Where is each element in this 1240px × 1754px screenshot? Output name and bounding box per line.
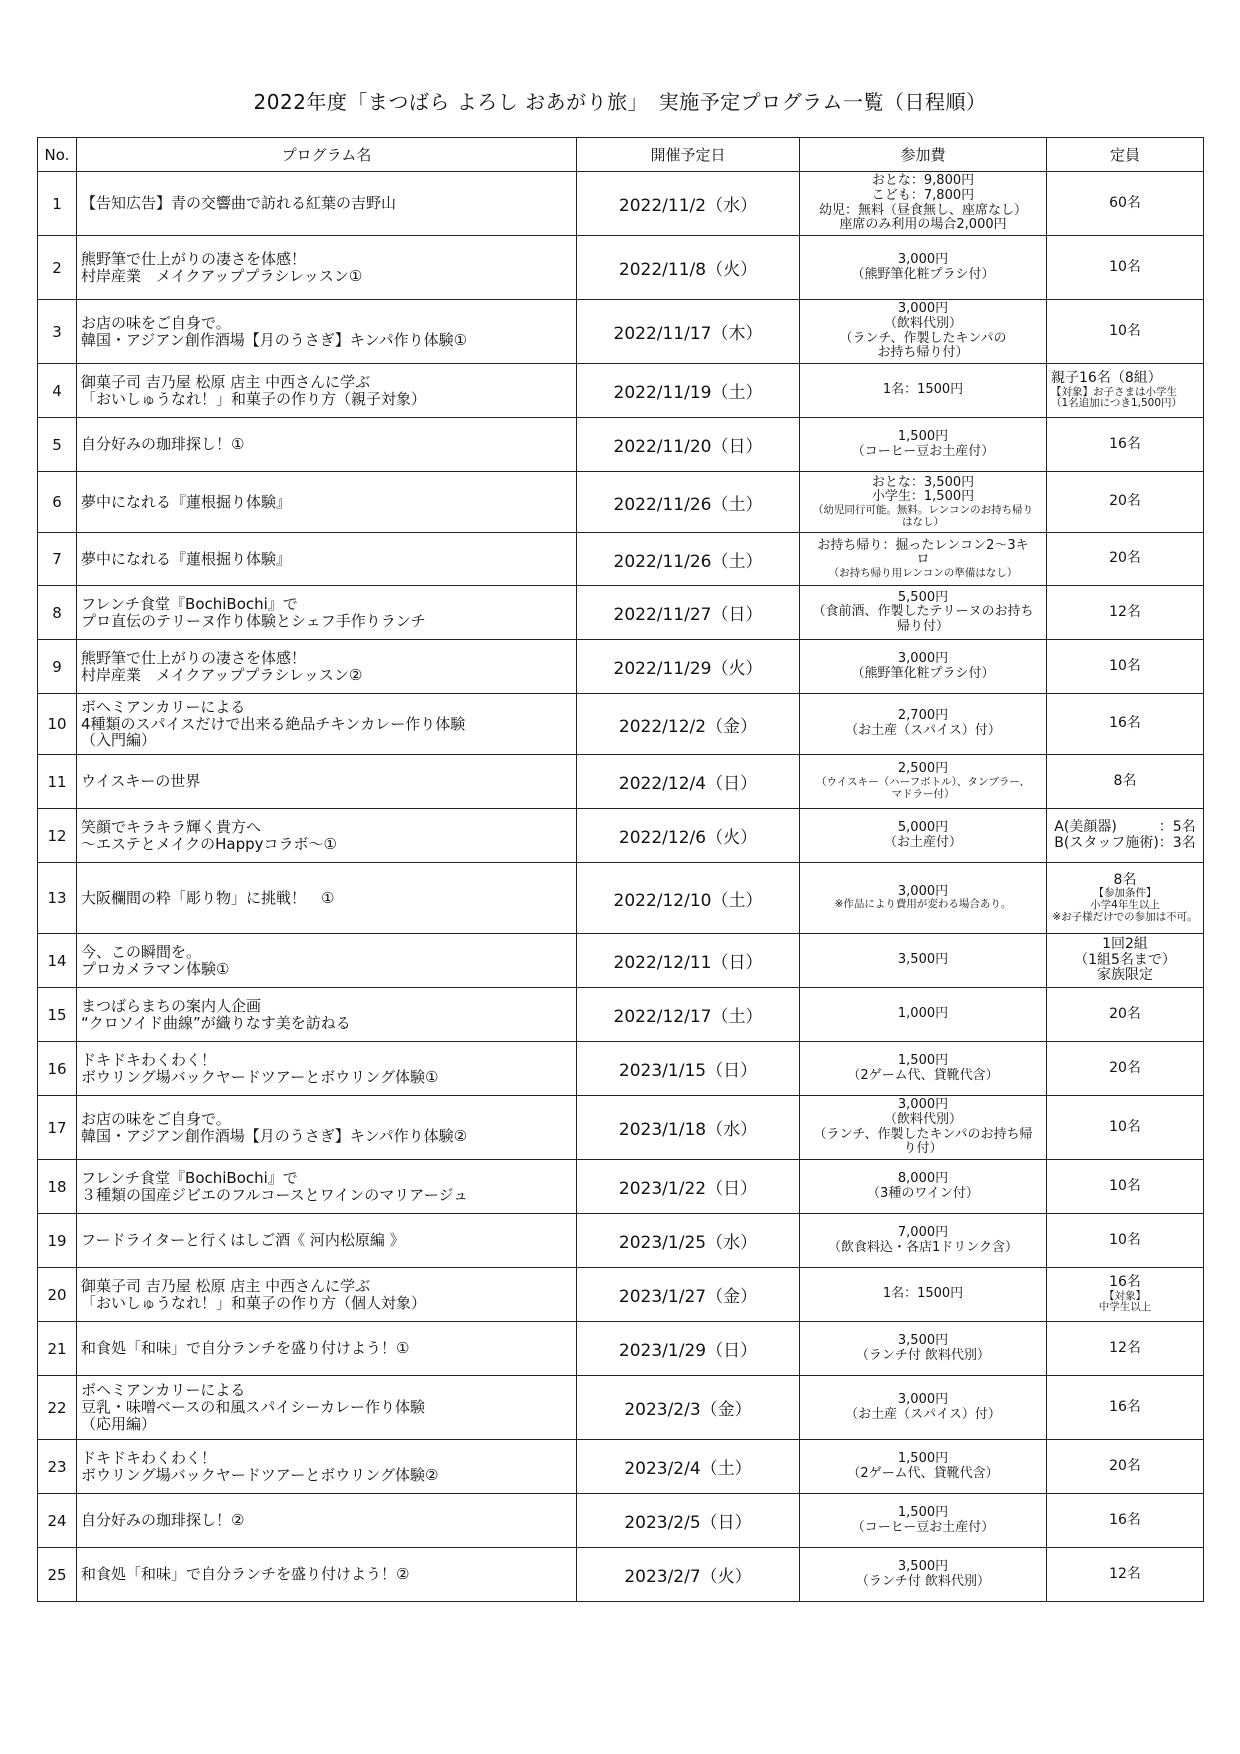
capacity-text: 12名 — [1109, 1565, 1141, 1582]
capacity — [1047, 533, 1204, 586]
fee-text: 3,500円 — [897, 952, 949, 968]
row-number: 3 — [38, 300, 77, 364]
header-no: No. — [38, 138, 77, 172]
table-row — [38, 934, 1204, 988]
program-name: お店の味をご自身で。 韓国・アジアン創作酒場【月のうさぎ】キンパ作り体験② — [77, 1096, 577, 1160]
capacity-text: 12名 — [1109, 603, 1141, 620]
capacity — [1047, 1096, 1204, 1160]
table-row — [38, 418, 1204, 472]
capacity-text: 10名 — [1109, 657, 1141, 674]
program-name: 大阪欄間の粋「彫り物」に挑戦！ ① — [77, 863, 577, 934]
fee-note: （幼児同行可能。無料。レンコンのお持ち帰り はなし） — [812, 503, 1034, 528]
program-name: 自分好みの珈琲探し！② — [77, 1494, 577, 1548]
capacity — [1047, 755, 1204, 809]
event-date: 2022/12/10（土） — [577, 863, 800, 934]
program-rows — [38, 172, 1204, 1602]
capacity-text: 20名 — [1109, 1457, 1141, 1474]
fee-text: 3,000円 （飲料代別） （ランチ、作製したキンパの お持ち帰り付） — [839, 301, 1007, 361]
fee-text: 1,000円 — [897, 1006, 949, 1022]
event-date: 2022/11/26（土） — [577, 533, 800, 586]
fee-text: 3,000円 — [897, 883, 949, 899]
capacity-text: 20名 — [1109, 550, 1141, 567]
table-row — [38, 533, 1204, 586]
capacity — [1047, 1160, 1204, 1214]
table-row — [38, 236, 1204, 300]
table-row — [38, 586, 1204, 640]
event-date: 2022/11/2（水） — [577, 172, 800, 236]
participation-fee — [800, 1322, 1047, 1376]
event-date: 2023/1/25（水） — [577, 1214, 800, 1268]
participation-fee — [800, 418, 1047, 472]
program-name: フレンチ食堂『BochiBochi』で ３種類の国産ジビエのフルコースとワインのマリアージュ — [77, 1160, 577, 1214]
table-row — [38, 1160, 1204, 1214]
participation-fee — [800, 1376, 1047, 1440]
row-number: 11 — [38, 755, 77, 809]
capacity — [1047, 640, 1204, 694]
row-number: 19 — [38, 1214, 77, 1268]
event-date: 2022/11/26（土） — [577, 472, 800, 533]
program-name: 御菓子司 吉乃屋 松原 店主 中西さんに学ぶ 「おいしゅうなれ！」和菓子の作り方（個人対象） — [77, 1268, 577, 1322]
fee-text: 8,000円 （3種のワイン付） — [867, 1170, 979, 1201]
program-name: ボヘミアンカリーによる 4種類のスパイスだけで出来る絶品チキンカレー作り体験 （入門編） — [77, 694, 577, 755]
header-program-name: プログラム名 — [77, 138, 577, 172]
table-row — [38, 1494, 1204, 1548]
capacity-text: 16名 — [1109, 1511, 1141, 1528]
event-date: 2022/11/27（日） — [577, 586, 800, 640]
row-number: 15 — [38, 988, 77, 1042]
event-date: 2022/12/2（金） — [577, 694, 800, 755]
program-name: ドキドキわくわく！ ボウリング場バックヤードツアーとボウリング体験① — [77, 1042, 577, 1096]
capacity — [1047, 1322, 1204, 1376]
header-fee: 参加費 — [800, 138, 1047, 172]
participation-fee — [800, 172, 1047, 236]
table-row — [38, 1042, 1204, 1096]
participation-fee — [800, 1096, 1047, 1160]
program-name: 熊野筆で仕上がりの凄さを体感！ 村岸産業 メイクアッププラシレッスン② — [77, 640, 577, 694]
row-number: 14 — [38, 934, 77, 988]
row-number: 6 — [38, 472, 77, 533]
program-name: フレンチ食堂『BochiBochi』で プロ直伝のテリーヌ作り体験とシェフ手作りランチ — [77, 586, 577, 640]
event-date: 2023/1/29（日） — [577, 1322, 800, 1376]
event-date: 2023/2/3（金） — [577, 1376, 800, 1440]
capacity — [1047, 1042, 1204, 1096]
capacity-text: 12名 — [1109, 1339, 1141, 1356]
participation-fee — [800, 694, 1047, 755]
capacity-note: 【参加条件】 小学4年生以上 ※お子様だけでの参加は不可。 — [1052, 887, 1198, 923]
fee-text: 3,500円 （ランチ付 飲料代別） — [855, 1558, 991, 1589]
capacity-text: 10名 — [1109, 1177, 1141, 1194]
capacity — [1047, 1376, 1204, 1440]
capacity-text: 10名 — [1109, 1118, 1141, 1135]
page-title: 2022年度「まつばら よろし おあがり旅」 実施予定プログラム一覧（日程順） — [253, 90, 987, 114]
capacity-text: 16名 — [1109, 1398, 1141, 1415]
program-name: 夢中になれる『蓮根掘り体験』 — [77, 472, 577, 533]
table-row — [38, 694, 1204, 755]
table-row — [38, 988, 1204, 1042]
participation-fee — [800, 1440, 1047, 1494]
capacity-text: 10名 — [1109, 322, 1141, 339]
table-row — [38, 863, 1204, 934]
program-name: 自分好みの珈琲探し！① — [77, 418, 577, 472]
program-name: ドキドキわくわく！ ボウリング場バックヤードツアーとボウリング体験② — [77, 1440, 577, 1494]
row-number: 24 — [38, 1494, 77, 1548]
fee-text: 5,000円 （お土産付） — [883, 819, 962, 850]
capacity — [1047, 236, 1204, 300]
table-row — [38, 472, 1204, 533]
participation-fee — [800, 755, 1047, 809]
participation-fee — [800, 533, 1047, 586]
capacity — [1047, 809, 1204, 863]
fee-text: 3,000円 （お土産（スパイス）付） — [845, 1391, 1001, 1422]
row-number: 23 — [38, 1440, 77, 1494]
capacity — [1047, 1494, 1204, 1548]
table-row — [38, 1440, 1204, 1494]
participation-fee — [800, 1042, 1047, 1096]
capacity — [1047, 586, 1204, 640]
participation-fee — [800, 1494, 1047, 1548]
fee-text: 1名：1500円 — [882, 382, 964, 398]
fee-note: ※作品により費用が変わる場合あり。 — [834, 898, 1012, 911]
capacity-text: 20名 — [1109, 1005, 1141, 1022]
capacity — [1047, 364, 1204, 418]
participation-fee — [800, 988, 1047, 1042]
table-row — [38, 172, 1204, 236]
capacity-text: 16名 — [1109, 435, 1141, 452]
fee-text: 3,000円 （飲料代別） （ランチ、作製したキンパのお持ち帰 り付） — [813, 1097, 1033, 1157]
row-number: 16 — [38, 1042, 77, 1096]
table-row — [38, 300, 1204, 364]
participation-fee — [800, 809, 1047, 863]
fee-note: （ウイスキー（ハーフボトル）、タンブラー、 マドラー付） — [816, 776, 1030, 800]
event-date: 2023/1/15（日） — [577, 1042, 800, 1096]
row-number: 1 — [38, 172, 77, 236]
row-number: 9 — [38, 640, 77, 694]
fee-text: おとな：3,500円 小学生：1,500円 — [871, 474, 975, 505]
participation-fee — [800, 1548, 1047, 1602]
capacity — [1047, 1548, 1204, 1602]
program-name: 御菓子司 吉乃屋 松原 店主 中西さんに学ぶ 「おいしゅうなれ！」和菓子の作り方（親子対象） — [77, 364, 577, 418]
capacity-text: 8名 — [1113, 772, 1137, 789]
participation-fee — [800, 640, 1047, 694]
table-row — [38, 1322, 1204, 1376]
participation-fee — [800, 863, 1047, 934]
program-name: 夢中になれる『蓮根掘り体験』 — [77, 533, 577, 586]
table-row — [38, 809, 1204, 863]
program-name: 笑顔でキラキラ輝く貴方へ 〜エステとメイクのHappyコラボ〜① — [77, 809, 577, 863]
capacity — [1047, 172, 1204, 236]
event-date: 2022/11/8（火） — [577, 236, 800, 300]
row-number: 7 — [38, 533, 77, 586]
event-date: 2022/12/17（土） — [577, 988, 800, 1042]
capacity-text: 親子16名（8組） — [1051, 369, 1162, 386]
event-date: 2022/11/17（木） — [577, 300, 800, 364]
event-date: 2022/12/11（日） — [577, 934, 800, 988]
capacity-text: 16名 — [1109, 1273, 1141, 1290]
row-number: 8 — [38, 586, 77, 640]
participation-fee — [800, 1160, 1047, 1214]
fee-text: おとな：9,800円 こども：7,800円 幼児：無料（昼食無し、座席なし） 座席のみ利用の場合2,000円 — [818, 173, 1027, 233]
table-row — [38, 1096, 1204, 1160]
program-name: 和食処「和味」で自分ランチを盛り付けよう！① — [77, 1322, 577, 1376]
fee-text: 1,500円 （2ゲーム代、貸靴代含） — [847, 1052, 999, 1083]
participation-fee — [800, 364, 1047, 418]
event-date: 2023/1/22（日） — [577, 1160, 800, 1214]
fee-note: （お持ち帰り用レンコンの準備はなし） — [828, 566, 1018, 579]
table-row — [38, 1376, 1204, 1440]
capacity — [1047, 1440, 1204, 1494]
capacity — [1047, 418, 1204, 472]
row-number: 20 — [38, 1268, 77, 1322]
capacity — [1047, 300, 1204, 364]
capacity-note: 【対象】お子さまは小学生 （1名追加につき1,500円） — [1051, 385, 1183, 410]
program-name: 今、この瞬間を。 プロカメラマン体験① — [77, 934, 577, 988]
row-number: 12 — [38, 809, 77, 863]
capacity — [1047, 1268, 1204, 1322]
capacity-text: 20名 — [1109, 1059, 1141, 1076]
table-row — [38, 364, 1204, 418]
capacity-text: 20名 — [1109, 493, 1141, 510]
header-date: 開催予定日 — [577, 138, 800, 172]
event-date: 2023/1/27（金） — [577, 1268, 800, 1322]
fee-text: 7,000円 （飲食料込・各店1ドリンク含） — [827, 1224, 1018, 1255]
event-date: 2022/12/4（日） — [577, 755, 800, 809]
capacity-text: 1回2組 （1組5名まで） 家族限定 — [1074, 935, 1176, 984]
header-capacity: 定員 — [1047, 138, 1204, 172]
fee-text: 1,500円 （コーヒー豆お土産付） — [851, 428, 995, 459]
row-number: 4 — [38, 364, 77, 418]
capacity-text: A(美顔器) ：5名 B(スタッフ施術)：3名 — [1054, 818, 1196, 851]
program-name: 和食処「和味」で自分ランチを盛り付けよう！② — [77, 1548, 577, 1602]
fee-text: 1,500円 （コーヒー豆お土産付） — [851, 1504, 995, 1535]
table-row — [38, 640, 1204, 694]
row-number: 5 — [38, 418, 77, 472]
program-name: ボヘミアンカリーによる 豆乳・味噌ベースの和風スパイシーカレー作り体験 （応用編） — [77, 1376, 577, 1440]
table-row — [38, 755, 1204, 809]
capacity-text: 16名 — [1109, 715, 1141, 732]
participation-fee — [800, 300, 1047, 364]
program-name: フードライターと行くはしご酒《 河内松原編 》 — [77, 1214, 577, 1268]
event-date: 2023/2/4（土） — [577, 1440, 800, 1494]
row-number: 21 — [38, 1322, 77, 1376]
participation-fee — [800, 586, 1047, 640]
fee-text: 5,500円 （食前酒、作製したテリーヌのお持ち 帰り付） — [812, 589, 1034, 634]
program-name: まつばらまちの案内人企画 “クロソイド曲線”が織りなす美を訪ねる — [77, 988, 577, 1042]
fee-text: 1名：1500円 — [882, 1286, 964, 1302]
capacity — [1047, 863, 1204, 934]
fee-text: 2,700円 （お土産（スパイス）付） — [845, 708, 1001, 738]
capacity-text: 60名 — [1109, 194, 1141, 211]
row-number: 13 — [38, 863, 77, 934]
fee-text: 1,500円 （2ゲーム代、貸靴代含） — [847, 1450, 999, 1481]
event-date: 2022/12/6（火） — [577, 809, 800, 863]
fee-text: お持ち帰り：掘ったレンコン2〜3キ ロ — [817, 537, 1029, 568]
capacity-text: 8名 — [1113, 871, 1137, 888]
capacity — [1047, 472, 1204, 533]
event-date: 2022/11/29（火） — [577, 640, 800, 694]
table-header-row — [38, 138, 1204, 172]
participation-fee — [800, 1268, 1047, 1322]
row-number: 22 — [38, 1376, 77, 1440]
event-date: 2023/1/18（水） — [577, 1096, 800, 1160]
fee-text: 3,000円 （熊野筆化粧プラシ付） — [851, 650, 995, 681]
event-date: 2022/11/19（土） — [577, 364, 800, 418]
row-number: 18 — [38, 1160, 77, 1214]
event-date: 2022/11/20（日） — [577, 418, 800, 472]
capacity — [1047, 1214, 1204, 1268]
fee-text: 2,500円 — [897, 761, 949, 777]
capacity — [1047, 988, 1204, 1042]
participation-fee — [800, 1214, 1047, 1268]
program-name: 【告知広告】青の交響曲で訪れる紅葉の吉野山 — [77, 172, 577, 236]
participation-fee — [800, 236, 1047, 300]
program-name: 熊野筆で仕上がりの凄さを体感！ 村岸産業 メイクアッププラシレッスン① — [77, 236, 577, 300]
row-number: 10 — [38, 694, 77, 755]
capacity-text: 10名 — [1109, 1231, 1141, 1248]
program-name: お店の味をご自身で。 韓国・アジアン創作酒場【月のうさぎ】キンパ作り体験① — [77, 300, 577, 364]
program-name: ウイスキーの世界 — [77, 755, 577, 809]
capacity-text: 10名 — [1109, 258, 1141, 275]
row-number: 17 — [38, 1096, 77, 1160]
capacity — [1047, 934, 1204, 988]
event-date: 2023/2/7（火） — [577, 1548, 800, 1602]
table-row — [38, 1548, 1204, 1602]
table-row — [38, 1268, 1204, 1322]
row-number: 2 — [38, 236, 77, 300]
row-number: 25 — [38, 1548, 77, 1602]
participation-fee — [800, 934, 1047, 988]
event-date: 2023/2/5（日） — [577, 1494, 800, 1548]
capacity-note: 【対象】 中学生以上 — [1098, 1289, 1152, 1314]
program-table — [37, 137, 1204, 1602]
capacity — [1047, 694, 1204, 755]
table-row — [38, 1214, 1204, 1268]
fee-text: 3,500円 （ランチ付 飲料代別） — [855, 1332, 991, 1363]
fee-text: 3,000円 （熊野筆化粧プラシ付） — [851, 251, 995, 282]
participation-fee — [800, 472, 1047, 533]
